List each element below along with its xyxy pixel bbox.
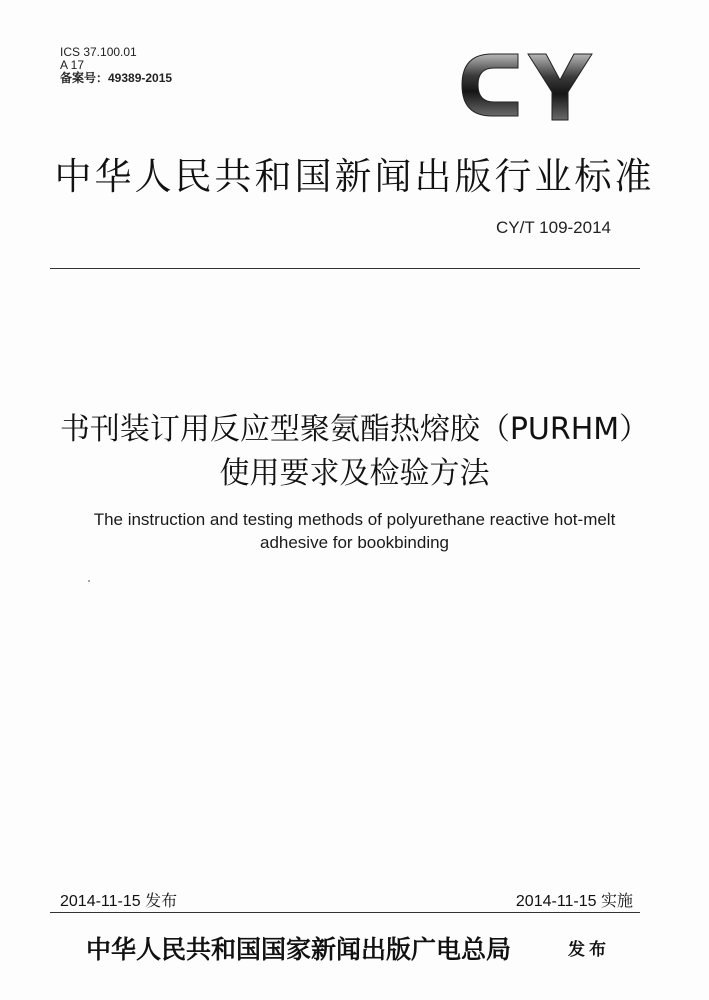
issue-date: 2014-11-15 发布 bbox=[60, 893, 178, 910]
top-divider bbox=[50, 268, 640, 269]
chinese-title-line-1: 书刊装订用反应型聚氨酯热熔胶（PURHM） bbox=[59, 412, 650, 447]
bottom-divider bbox=[50, 912, 640, 913]
standard-category-title: 中华人民共和国新闻出版行业标准 bbox=[54, 155, 655, 198]
ics-code: ICS 37.100.01 bbox=[60, 45, 137, 59]
category-code: A 17 bbox=[60, 58, 85, 72]
chinese-document-title bbox=[0, 408, 709, 496]
english-title-line-2: adhesive for bookbinding bbox=[259, 533, 450, 552]
filing-number: 备案号：49389-2015 bbox=[60, 71, 173, 85]
scan-speck bbox=[88, 580, 90, 582]
english-title-line-1: The instruction and testing methods of polyurethane reactive hot-melt bbox=[93, 510, 616, 529]
english-document-title bbox=[0, 508, 709, 554]
publish-label: 发布 bbox=[568, 940, 610, 960]
publisher-name: 中华人民共和国国家新闻出版广电总局 bbox=[86, 935, 512, 964]
classification-block bbox=[60, 46, 172, 85]
standard-number: CY/T 109-2014 bbox=[496, 218, 611, 237]
cy-logo bbox=[448, 40, 608, 130]
chinese-title-line-2: 使用要求及检验方法 bbox=[219, 456, 490, 491]
implementation-date: 2014-11-15 实施 bbox=[515, 893, 633, 910]
